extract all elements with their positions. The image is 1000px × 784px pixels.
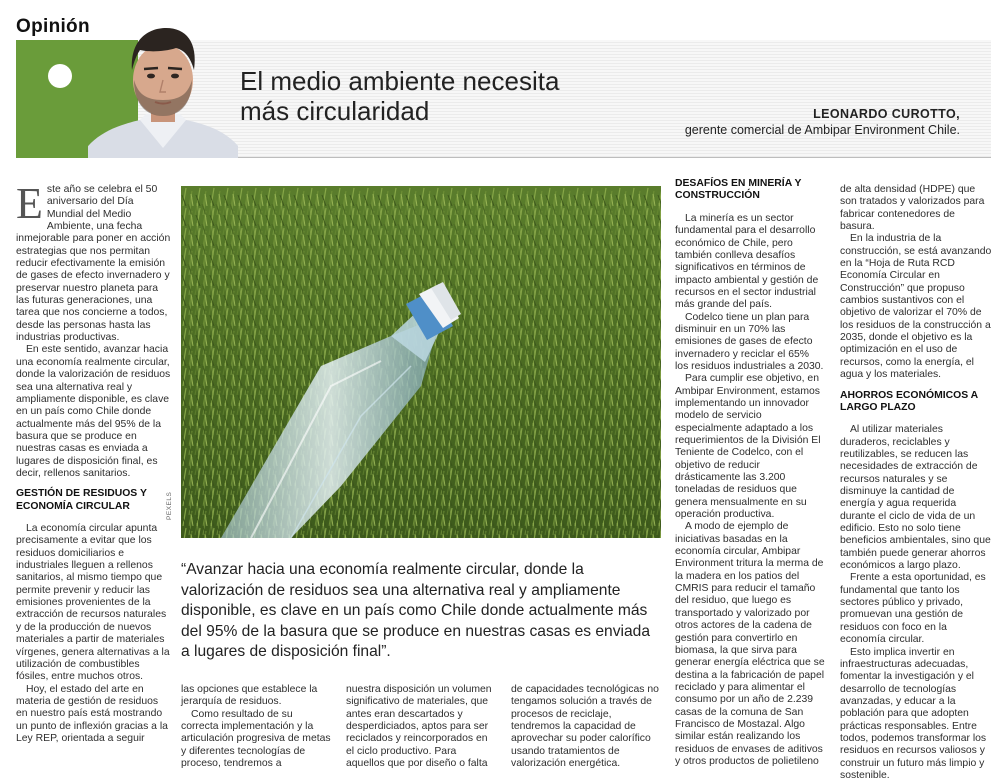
paragraph xyxy=(16,179,171,344)
column-3 xyxy=(346,684,496,770)
paragraph: de alta densidad (HDPE) que son tratados y valorizados para fabricar contenedores de basura. xyxy=(840,184,985,233)
headline-line-2: más circularidad xyxy=(240,96,430,126)
drop-cap: E xyxy=(16,179,43,228)
grass-bottle-illustration xyxy=(181,186,661,538)
paragraph: de capacidades tecnológicas no tengamos solución a través de procesos de reciclaje, tendremos la capacidad de aprovechar su poder calorífico usando tratamientos de valorización energética. xyxy=(511,684,659,770)
column-6 xyxy=(840,184,992,782)
paragraph: Hoy, el estado del arte en materia de gestión de residuos en nuestro país está mostrando un punto de inflexión gracias a la Ley REP, orientada a seguir xyxy=(16,683,168,744)
photo-credit: PEXELS xyxy=(166,491,173,520)
paragraph: nuestra disposición un volumen significativo de materiales, que antes eran descartados y desperdiciados, aptos para ser reciclados y reincorporados en el ciclo productivo. Para aquellos que por diseño o falta xyxy=(346,684,492,770)
column-5 xyxy=(675,178,825,768)
paragraph: En la industria de la construcción, se está avanzando en la “Hoja de Ruta RCD Economía Circular en Construcción” que propuso cambios sustantivos con el objetivo de valorizar el 70% de los residuos de la construcción a 2035, donde el objetivo es la optimización en el uso de recursos, como la energía, el agua y los materiales. xyxy=(840,233,992,381)
white-dot-decoration xyxy=(48,64,72,88)
headline xyxy=(240,66,559,126)
author-role: gerente comercial de Ambipar Environment Chile. xyxy=(684,123,960,137)
author-byline xyxy=(685,106,960,138)
paragraph-text: ste año se celebra el 50 aniversario del Día Mundial del Medio Ambiente, una fecha inmejorable para poner en acción estrategias que nos permitan reducir efectivamente la emisión de gases de efecto invernadero y preservar nuestro planeta para las futuras generaciones, una tarea que nos concierne a todos, desde las personas hasta las industrias productivas. xyxy=(16,184,171,344)
paragraph: La minería es un sector fundamental para el desarrollo económico de Chile, pero también conlleva desafíos significativos en términos de impacto ambiental y gestión de recursos en el sector industrial más grande del país. xyxy=(675,212,819,311)
section-label: Opinión xyxy=(16,16,90,37)
author-name: LEONARDO CUROTTO, xyxy=(813,107,960,121)
paragraph: En este sentido, avanzar hacia una economía realmente circular, donde la valorización de residuos sea una alternativa real y ampliamente disponible, es clave en un país como Chile donde actualmente más del 95% de la basura que se produce en nuestras casas es enviada a lugares de disposición final, es decir, rellenos sanitarios. xyxy=(16,344,171,479)
column-2 xyxy=(181,684,331,770)
paragraph: Codelco tiene un plan para disminuir en un 70% las emisiones de gases de efecto invernadero y reciclar el 65% los residuos industriales a 2030. xyxy=(675,311,824,372)
article-photo xyxy=(181,186,661,538)
paragraph: Como resultado de su correcta implementación y la articulación progresiva de metas y diferentes tecnologías de proceso, tendremos a xyxy=(181,708,331,770)
paragraph: A modo de ejemplo de iniciativas basadas en la economía circular, Ambipar Environment tritura la merma de la madera en los patios del CMRIS para reducir el tamaño del residuo, que luego es transportado y valorizado por otros actores de la cadena de gestión para convertirlo en biomasa, la que sirva para generar energía eléctrica que se destina a la fabricación de papel reciclado y para alimentar el consumo por un año de 2.239 casas de la comuna de San Francisco de Mostazal. Algo similar están realizando los residuos de envases de aditivos y otros productos de polietileno xyxy=(675,521,825,767)
paragraph: Frente a esta oportunidad, es fundamental que tanto los sectores público y privado, promuevan una gestión de residuos con foco en la economía circular. xyxy=(840,572,986,646)
paragraph: La economía circular apunta precisamente a evitar que los residuos domiciliarios e industriales lleguen a rellenos sanitarios, al mismo tiempo que permite prevenir y reducir las emisiones provenientes de la extracción de recursos naturales y de la producción de nuevos materiales a partir de materiales vírgenes, genera alternativas a la utilización de combustibles fósiles, entre muchos otros. xyxy=(16,523,170,683)
pull-quote: “Avanzar hacia una economía realmente circular, donde la valorización de residuos sea una alternativa real y ampliamente disponible, es clave en un país como Chile donde actualmente más del 95% de la basura que se produce en nuestras casas es enviada a lugares de disposición final”. xyxy=(181,561,650,660)
headline-line-1: El medio ambiente necesita xyxy=(240,66,560,96)
subheading: AHORROS ECONÓMICOS A LARGO PLAZO xyxy=(840,389,978,413)
paragraph: las opciones que establece la jerarquía de residuos. xyxy=(181,684,318,708)
paragraph: Para cumplir ese objetivo, en Ambipar Environment, estamos implementando un innovador modelo de servicio especialmente adaptado a los requerimientos de la División El Teniente de Codelco, con el objetivo de reducir drásticamente las 3.200 toneladas de residuos que genera mensualmente en su operación productiva. xyxy=(675,373,821,521)
column-1 xyxy=(16,179,171,745)
paragraph: Esto implica invertir en infraestructuras adecuadas, fomentar la investigación y el desarrollo de tecnologías avanzadas, y educar a la población para que adopten prácticas responsables. Entre todos, podemos transformar los residuos en recursos valiosos y construir un futuro más limpio y sostenible. xyxy=(840,646,987,781)
author-portrait xyxy=(88,22,238,158)
column-4 xyxy=(511,684,661,770)
subheading: DESAFÍOS EN MINERÍA Y CONSTRUCCIÓN xyxy=(675,178,802,202)
paragraph: Al utilizar materiales duraderos, reciclables y reutilizables, se reducen las necesidades de extracción de recursos naturales y se disminuye la cantidad de energía y agua requerida durante el ciclo de vida de un edificio. Esto no solo tiene beneficios ambientales, sino que también puede generar ahorros económicos a largo plazo. xyxy=(840,424,991,572)
subheading: GESTIÓN DE RESIDUOS Y ECONOMÍA CIRCULAR xyxy=(16,488,147,512)
